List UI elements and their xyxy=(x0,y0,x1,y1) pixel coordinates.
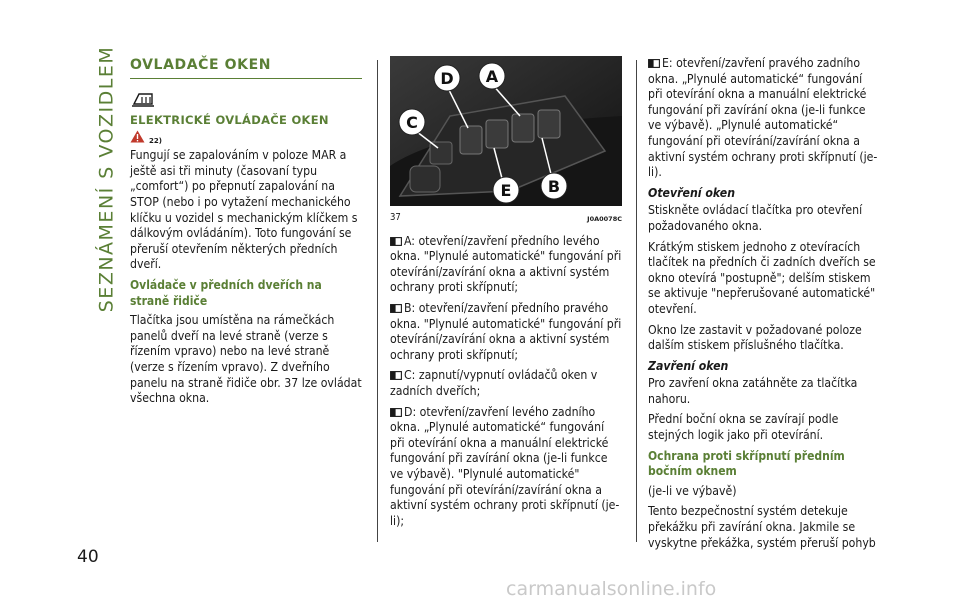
callout-b: B xyxy=(547,177,561,196)
section-title-vertical xyxy=(86,40,126,318)
switch-icon xyxy=(390,235,402,244)
pinch-paragraph-2: Tento bezpečnostní systém detekuje překážku při zavírání okna. Jakmile se vyskytne překážka, systém přeruší pohyb xyxy=(648,504,876,550)
warning-triangle-icon xyxy=(130,130,145,143)
column-divider-2 xyxy=(636,60,637,542)
column-divider-1 xyxy=(377,60,378,542)
opening-paragraph-2: Krátkým stiskem jednoho z otevíracích tlačítek na předních či zadních dveřích se okno otevírá "postupně"; delším stiskem se aktivuje "nepřerušované automatické" otevření. xyxy=(648,239,876,316)
figure-caption xyxy=(390,210,622,228)
pinch-protection-heading: Ochrana proti skřípnutí předním bočním oknem xyxy=(648,448,845,479)
window-lift-icon xyxy=(130,89,362,109)
item-c: C: zapnutí/vypnutí ovládačů oken v zadních dveřích; xyxy=(390,368,598,398)
callout-a: A xyxy=(485,67,499,86)
item-b: B: otevření/zavření předního pravého okna. "Plynulé automatické" fungování při otevírání/zavírání okna a aktivní systém ochrany proti skřípnutí; xyxy=(390,300,622,362)
column-1 xyxy=(130,58,362,412)
figure-number: 37 xyxy=(390,212,401,223)
closing-heading: Zavření oken xyxy=(648,358,729,373)
callout-d: D xyxy=(440,69,454,88)
subheading: ELEKTRICKÉ OVLÁDAČE OKEN xyxy=(130,112,329,127)
column-3 xyxy=(648,56,880,556)
paragraph-2: Tlačítka jsou umístěna na rámečkách panelů dveří na levé straně (verze s řízením vpravo) nebo na levé straně (verze s řízením vpravo). Z dveřního panelu na straně řidiče obr. 37 lze ovládat všechna okna. xyxy=(130,313,362,406)
switch-icon xyxy=(390,406,402,415)
figure-code: J0A0078C xyxy=(587,215,622,223)
switch-icon xyxy=(390,302,402,311)
closing-paragraph-2: Přední boční okna se zavírají podle stejných logik jako při otevírání. xyxy=(648,412,839,443)
figure-door-switch-panel xyxy=(390,56,622,206)
driver-door-heading: Ovládače v předních dveřích na straně řidiče xyxy=(130,277,322,308)
item-d: D: otevření/zavření levého zadního okna. „Plynulé automatické“ fungování při otevírání okna a manuální elektrické fungování při zavírání okna (je-li funkce ve výbavě). "Plynulé automatické" fungování při otevírání/zavírání okna a aktivní systém ochrany proti skřípnutí (je-li); xyxy=(390,404,620,528)
opening-paragraph-1: Stiskněte ovládací tlačítka pro otevření požadovaného okna. xyxy=(648,203,863,233)
page-number: 40 xyxy=(77,547,99,567)
opening-heading: Otevření oken xyxy=(648,185,736,200)
callout-c: C xyxy=(406,113,418,132)
pinch-paragraph-1: (je-li ve výbavě) xyxy=(648,483,737,498)
switch-icon xyxy=(648,57,660,66)
opening-paragraph-3: Okno lze zastavit v požadované poloze dalším stiskem příslušného tlačítka. xyxy=(648,322,862,353)
section-title-text: SEZNÁMENÍ S VOZIDLEM xyxy=(95,45,117,313)
item-e: E: otevření/zavření pravého zadního okna. „Plynulé automatické“ fungování při otevírání okna a manuální elektrické fungování při zavírání okna (je-li funkce ve výbavě). „Plynulé automatické“ fungování při otevírání/zavírání okna a aktivní systém ochrany proti skřípnutí (je-li). xyxy=(648,56,878,180)
callout-e: E xyxy=(500,181,512,200)
item-a: A: otevření/zavření předního levého okna. "Plynulé automatické" fungování při otevírání/zavírání okna a aktivní systém ochrany proti skřípnutí; xyxy=(390,233,622,295)
warning-row xyxy=(130,130,362,148)
main-heading: OVLADAČE OKEN xyxy=(130,58,362,79)
paragraph-1: Fungují se zapalováním v poloze MAR a ještě asi tři minuty (časovaní typu „comfort“) po přepnutí zapalování na STOP (nebo i po vytažení mechanického klíčku u vozidel s mechanickým klíčkem s dálkovým ovládáním). Toto fungování se přeruší otevřením některých předních dveří. xyxy=(130,148,358,272)
watermark: carmanualsonline.info xyxy=(506,578,717,600)
switch-icon xyxy=(390,369,402,378)
closing-paragraph-1: Pro zavření okna zatáhněte za tlačítka nahoru. xyxy=(648,376,858,406)
column-2 xyxy=(390,56,622,534)
warning-ref: 22) xyxy=(149,137,162,146)
